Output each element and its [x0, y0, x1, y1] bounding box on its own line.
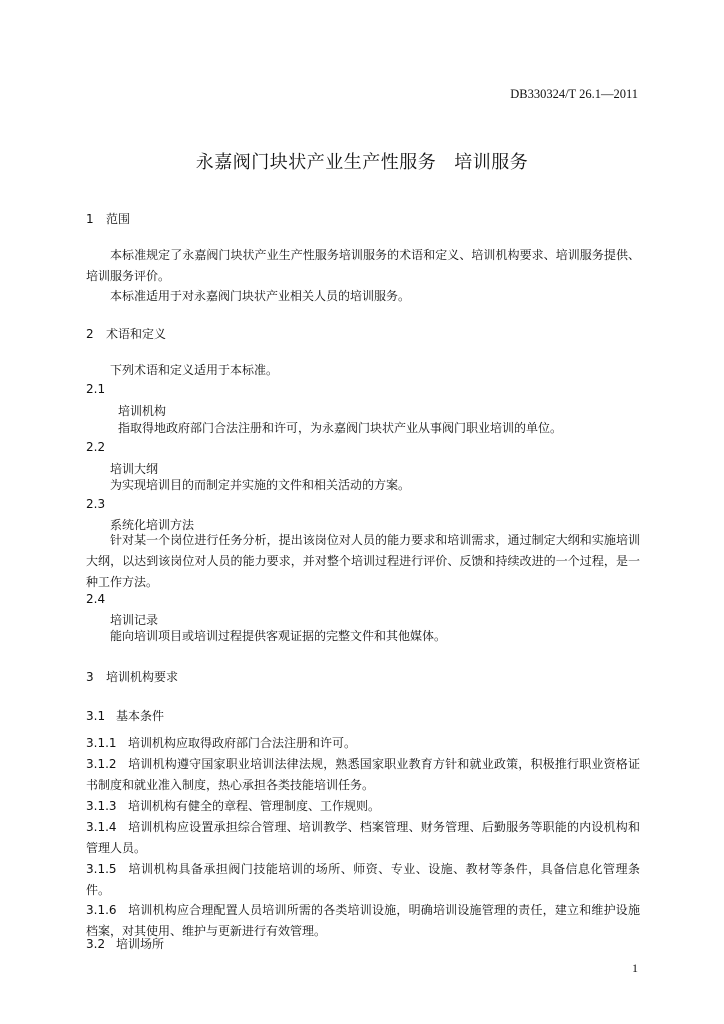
subsection-number: 3.2 [86, 937, 106, 951]
clause-number: 3.1.6 [86, 903, 117, 917]
clause-text: 培训机构有健全的章程、管理制度、工作规则。 [128, 799, 381, 813]
clause-number: 3.1.3 [86, 799, 117, 813]
clause-text: 培训机构应设置承担综合管理、培训教学、档案管理、财务管理、后勤服务等职能的内设机构和管理人员。 [86, 820, 640, 855]
term-definition: 指取得地政府部门合法注册和许可，为永嘉阀门块状产业从事阀门职业培训的单位。 [118, 421, 563, 435]
subsection-3-1-heading [86, 707, 164, 724]
clause-3-1-1 [86, 733, 640, 754]
term-number: 2.3 [86, 497, 106, 511]
clause-3-1-6 [86, 900, 640, 942]
terms-intro: 下列术语和定义适用于本标准。 [110, 363, 279, 377]
clause-text: 培训机构应取得政府部门合法注册和许可。 [128, 736, 357, 750]
subsection-number: 3.1 [86, 709, 106, 723]
clause-text: 培训机构应合理配置人员培训所需的各类培训设施，明确培训设施管理的责任，建立和维护设施档案，对其使用、维护与更新进行有效管理。 [86, 903, 640, 938]
title-sub: 培训服务 [454, 152, 529, 173]
clause-3-1-2 [86, 754, 640, 796]
document-title [0, 148, 724, 174]
document-code: DB330324/T 26.1—2011 [510, 87, 638, 101]
term-definition: 能向培训项目或培训过程提供客观证据的完整文件和其他媒体。 [110, 629, 447, 643]
section-1-heading [86, 210, 130, 227]
scope-paragraph-2: 本标准适用于对永嘉阀门块状产业相关人员的培训服务。 [110, 289, 411, 303]
page-number: 1 [632, 961, 638, 975]
term-definition: 针对某一个岗位进行任务分析，提出该岗位对人员的能力要求和培训需求，通过制定大纲和实施培训大纲，以达到该岗位对人员的能力要求，并对整个培训过程进行评价、反馈和持续改进的一个过程，是一种工作方法。 [86, 533, 640, 589]
term-name: 培训大纲 [110, 462, 159, 476]
term-number: 2.2 [86, 440, 106, 454]
section-title: 范围 [106, 212, 131, 226]
subsection-title: 培训场所 [116, 937, 165, 951]
clause-number: 3.1.4 [86, 820, 117, 834]
section-number: 2 [86, 327, 94, 341]
clause-text: 培训机构遵守国家职业培训法律法规，熟悉国家职业教育方针和就业政策，积极推行职业资格证书制度和就业准入制度，热心承担各类技能培训任务。 [86, 757, 640, 792]
clause-number: 3.1.2 [86, 757, 117, 771]
scope-paragraph-1: 本标准规定了永嘉阀门块状产业生产性服务培训服务的术语和定义、培训机构要求、培训服务提供、培训服务评价。 [86, 248, 640, 283]
section-title: 培训机构要求 [106, 670, 179, 684]
term-name: 培训记录 [110, 613, 159, 627]
term-definition: 为实现培训目的而制定并实施的文件和相关活动的方案。 [110, 478, 411, 492]
term-number: 2.1 [86, 382, 106, 396]
section-2-heading [86, 325, 166, 342]
subsection-3-2-heading [86, 935, 164, 952]
clause-3-1-5 [86, 859, 640, 901]
subsection-title: 基本条件 [116, 709, 165, 723]
clause-number: 3.1.1 [86, 736, 117, 750]
term-number: 2.4 [86, 592, 106, 606]
section-number: 1 [86, 212, 94, 226]
section-3-heading [86, 668, 178, 685]
term-name: 培训机构 [118, 404, 167, 418]
section-title: 术语和定义 [106, 327, 167, 341]
section-number: 3 [86, 670, 94, 684]
title-main: 永嘉阀门块状产业生产性服务 [195, 152, 437, 173]
clause-3-1-3 [86, 796, 640, 817]
clause-3-1-4 [86, 817, 640, 859]
term-name: 系统化培训方法 [110, 518, 195, 532]
clause-number: 3.1.5 [86, 862, 117, 876]
clause-text: 培训机构具备承担阀门技能培训的场所、师资、专业、设施、教材等条件，具备信息化管理条件。 [86, 862, 640, 897]
